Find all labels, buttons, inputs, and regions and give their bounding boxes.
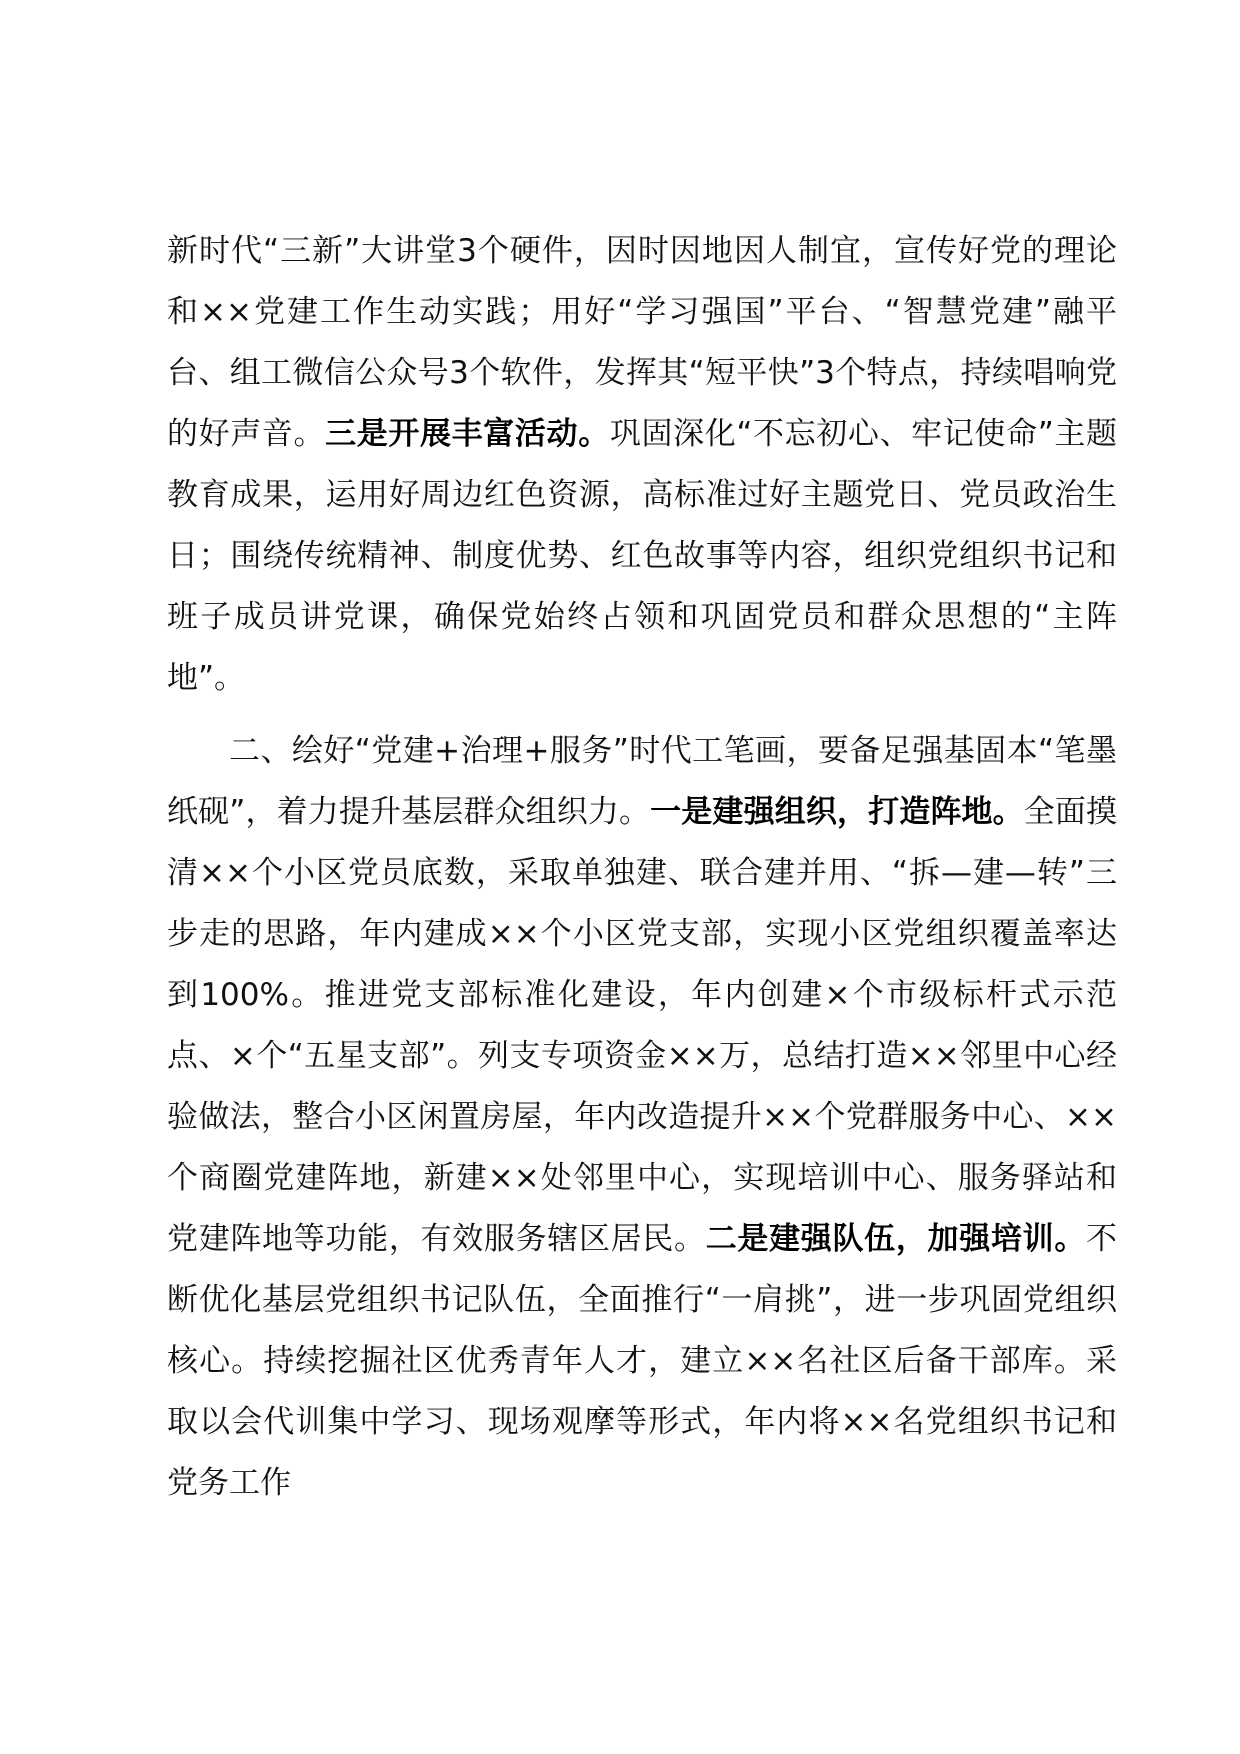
paragraph-2-run-1: 二、绘好“党建+治理+服务”时代工笔画，要备足强基固本“笔墨纸砚”，着力提升基层群众组织力。 (167, 733, 1117, 830)
paragraph-1-run-1: 新时代“三新”大讲堂3个硬件，因时因地因人制宜，宣传好党的理论和××党建工作生动实践；用好“学习强国”平台、“智慧党建”融平台、组工微信公众号3个软件，发挥其“短平快”3个特点，持续唱响党的好声音。 (167, 233, 1117, 452)
paragraph-2-run-5: 不断优化基层党组织书记队伍，全面推行“一肩挑”，进一步巩固党组织核心。持续挖掘社区优秀青年人才，建立××名社区后备干部库。采取以会代训集中学习、现场观摩等形式，年内将××名党组织书记和党务工作 (167, 1221, 1118, 1501)
paragraph-1-run-3: 巩固深化“不忘初心、牢记使命”主题教育成果，运用好周边红色资源，高标准过好主题党日、党员政治生日；围绕传统精神、制度优势、红色故事等内容，组织党组织书记和班子成员讲党课，确保党始终占领和巩固党员和群众思想的“主阵地”。 (167, 416, 1118, 696)
paragraph-1-heading-run: 三是开展丰富活动。 (325, 416, 610, 452)
paragraph-2-heading-run-2: 二是建强队伍，加强培训。 (705, 1221, 1087, 1257)
paragraph-1 (167, 221, 1117, 709)
paragraph-2-run-3: 全面摸清××个小区党员底数，采取单独建、联合建并用、“拆—建—转”三步走的思路，年内建成××个小区党支部，实现小区党组织覆盖率达到100%。推进党支部标准化建设，年内创建×个市级标杆式示范点、×个“五星支部”。列支专项资金××万，总结打造××邻里中心经验做法，整合小区闲置房屋，年内改造提升××个党群服务中心、××个商圈党建阵地，新建××处邻里中心，实现培训中心、服务驿站和党建阵地等功能，有效服务辖区居民。 (167, 794, 1118, 1257)
paragraph-2 (167, 721, 1117, 1514)
paragraph-2-heading-run-1: 一是建强组织，打造阵地。 (650, 794, 1024, 830)
